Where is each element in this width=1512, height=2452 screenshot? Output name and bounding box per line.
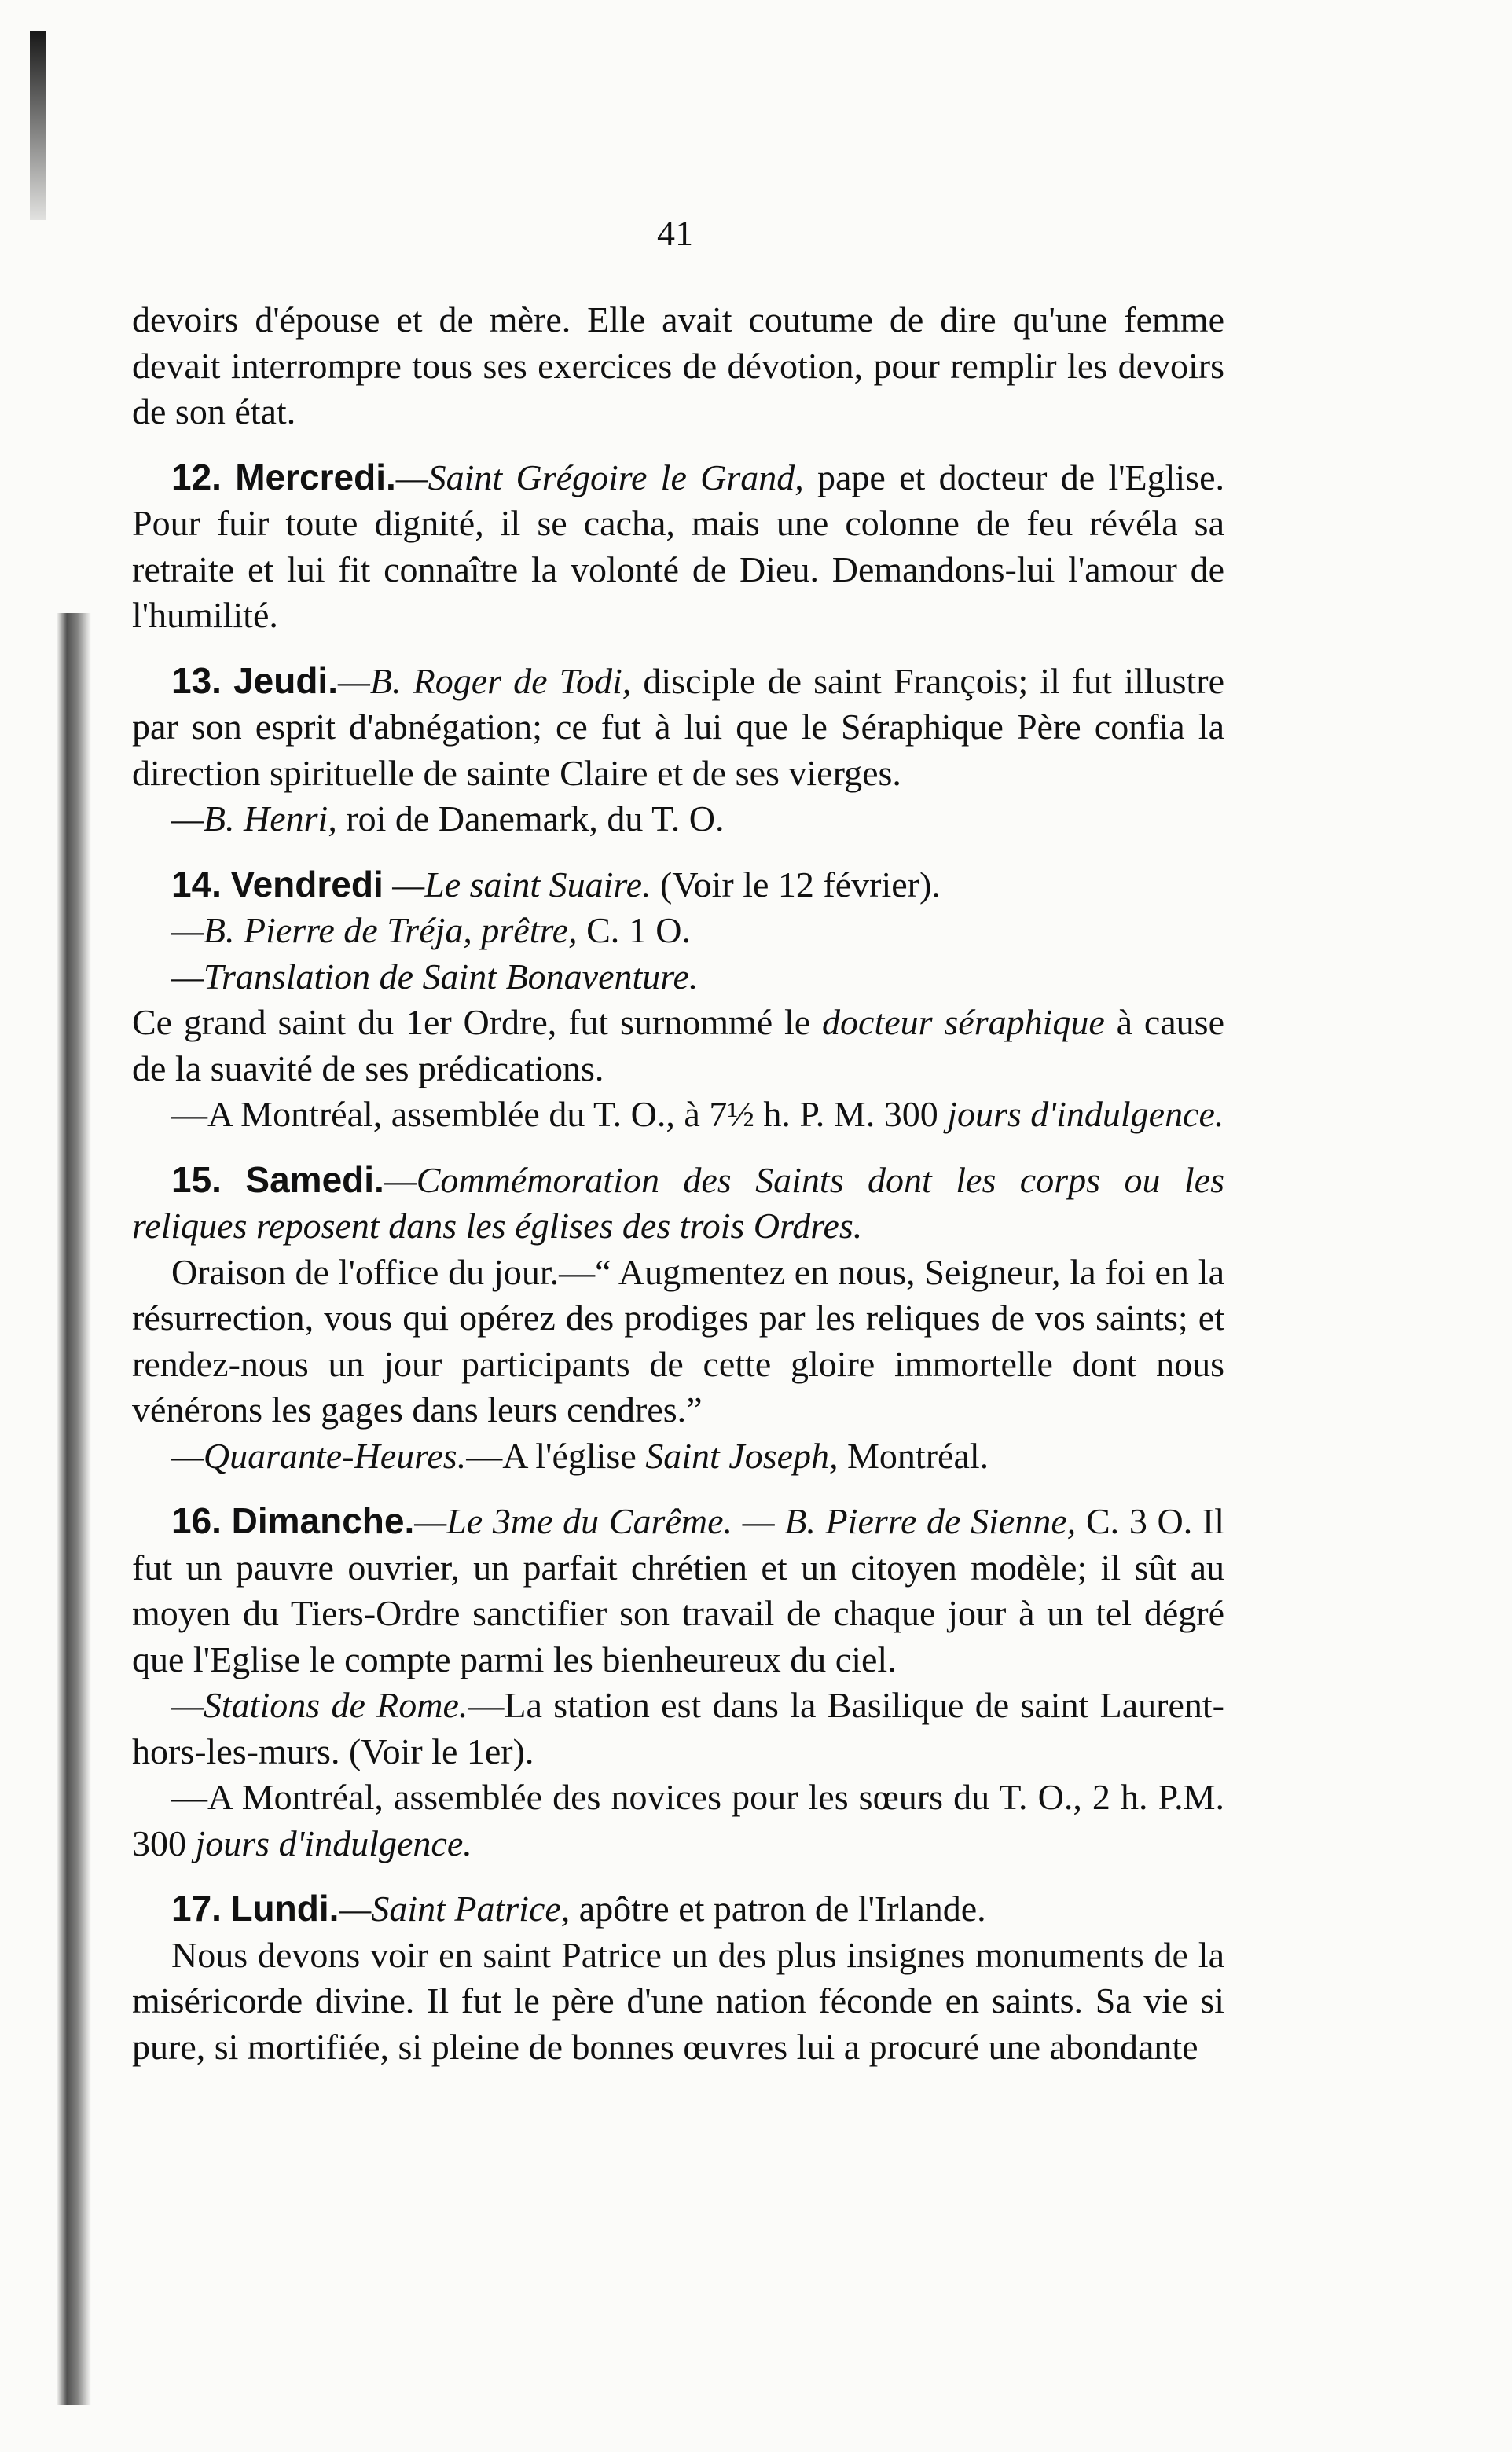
- saint-name: —Le 3me du Carême. — B. Pierre de Sienne,: [414, 1501, 1077, 1541]
- entry-14-line: [132, 908, 1224, 954]
- entry-15: [132, 1157, 1224, 1250]
- entry-15-line: [132, 1433, 1224, 1480]
- entry-text: —A Montréal, assemblée du T. O., à 7½ h. P. M. 300: [171, 1094, 948, 1134]
- day-name: Vendredi: [230, 863, 384, 905]
- entry-13-line: [132, 796, 1224, 842]
- entry-text: —La station est dans la Basilique de saint Laurent-hors-les-murs. (Voir le 1er).: [132, 1685, 1224, 1771]
- entry-14: [132, 861, 1224, 908]
- day-name: Mercredi.: [235, 456, 396, 497]
- entry-17: [132, 1885, 1224, 1933]
- entry-text: C. 1 O.: [577, 910, 691, 950]
- saint-name: —B. Henri,: [171, 798, 337, 839]
- binding-shadow: [57, 613, 91, 2405]
- italic-text: —Stations de Rome.: [171, 1685, 468, 1725]
- day-number: 17.: [171, 1888, 222, 1929]
- day-number: 15.: [171, 1158, 222, 1200]
- entry-14-line: [132, 1092, 1224, 1138]
- entry-text: C. 3 O. Il fut un pauvre ouvrier, un parfait chrétien et un citoyen modèle; il sût au moyen du Tiers-Ordre sanctifier son travail de chaque jour à un tel dégré que l'Eglise le compte parmi les bienheureux du ciel.: [132, 1501, 1225, 1679]
- entry-15-prayer: Oraison de l'office du jour.—“ Augmentez en nous, Seigneur, la foi en la résurrection, vous qui opérez des prodiges par les reliques de vos saints; et rendez-nous un jour participants de cette gloire immortelle dont nous vénérons les gages dans leurs cendres.”: [132, 1251, 1224, 1430]
- saint-name: —Commémoration des Saints dont les corps ou les reliques reposent dans les églises des trois Ordres.: [132, 1159, 1225, 1246]
- day-number: 13.: [171, 659, 222, 701]
- entry-14-paragraph: [132, 1000, 1224, 1092]
- entry-14-line: [132, 954, 1224, 1000]
- entry-text: Ce grand saint du 1er Ordre, fut surnommé le: [132, 1002, 823, 1042]
- entry-text: (Voir le 12 février).: [651, 864, 941, 905]
- entry-text: pape et docteur de l'Eglise. Pour fuir toute dignité, il se cacha, mais une colonne de feu révéla sa retraite et lui fit connaître la volonté de Dieu. Demandons-lui l'amour de l'humilité.: [132, 457, 1224, 635]
- entry-text: Montréal.: [838, 1435, 989, 1476]
- italic-text: jours d'indulgence.: [947, 1094, 1224, 1134]
- page-number: 41: [657, 213, 693, 253]
- intro-paragraph: devoirs d'épouse et de mère. Elle avait coutume de dire qu'une femme devait interrompre tous ses exercices de dévotion, pour remplir les devoirs de son état.: [132, 299, 1224, 431]
- day-number: 12.: [171, 456, 222, 497]
- day-name: Jeudi.: [233, 659, 338, 701]
- saint-name: —Saint Grégoire le Grand,: [395, 457, 804, 497]
- entry-16: [132, 1498, 1224, 1683]
- saint-name: —Saint Patrice,: [339, 1889, 571, 1929]
- entry-text: apôtre et patron de l'Irlande.: [570, 1889, 986, 1929]
- saint-name: —Translation de Saint Bonaventure.: [171, 956, 699, 997]
- entry-text: disciple de saint François; il fut illustre par son esprit d'abnégation; ce fut à lui que le Séraphique Père confia la direction spirituelle de sainte Claire et de ses vierges.: [132, 660, 1224, 793]
- italic-text: —Quarante-Heures.: [171, 1435, 467, 1476]
- day-name: Lundi.: [230, 1888, 339, 1929]
- entry-16-line: [132, 1775, 1224, 1867]
- day-name: Dimanche.: [231, 1500, 415, 1541]
- binding-shadow-top: [30, 31, 46, 220]
- day-number: 14.: [171, 863, 222, 905]
- entry-12: [132, 454, 1224, 639]
- entry-13: [132, 658, 1224, 797]
- entry-text: —A Montréal, assemblée des novices pour les sœurs du T. O., 2 h. P.M. 300: [132, 1777, 1224, 1863]
- entry-text: —A l'église: [466, 1435, 646, 1476]
- saint-name: —B. Pierre de Tréja, prêtre,: [171, 910, 578, 950]
- entry-text: roi de Danemark, du T. O.: [336, 798, 725, 839]
- day-number: 16.: [171, 1500, 222, 1541]
- italic-text: jours d'indulgence.: [195, 1822, 472, 1863]
- day-name: Samedi.: [245, 1158, 384, 1200]
- entry-16-line: [132, 1683, 1224, 1775]
- italic-text: Saint Joseph,: [645, 1435, 839, 1476]
- page-body: [132, 297, 1224, 2070]
- entry-text: à cause de la suavité de ses prédications.: [132, 1002, 1224, 1088]
- italic-text: docteur séraphique: [822, 1002, 1105, 1042]
- saint-name: —B. Roger de Todi,: [338, 660, 632, 701]
- entry-17-paragraph: Nous devons voir en saint Patrice un des plus insignes monuments de la miséricorde divine. Il fut le père d'une nation féconde en saints. Sa vie si pure, si mortifiée, si pleine de bonnes œuvres lui a procuré une abondante: [132, 1934, 1224, 2067]
- saint-name: —Le saint Suaire.: [383, 864, 651, 905]
